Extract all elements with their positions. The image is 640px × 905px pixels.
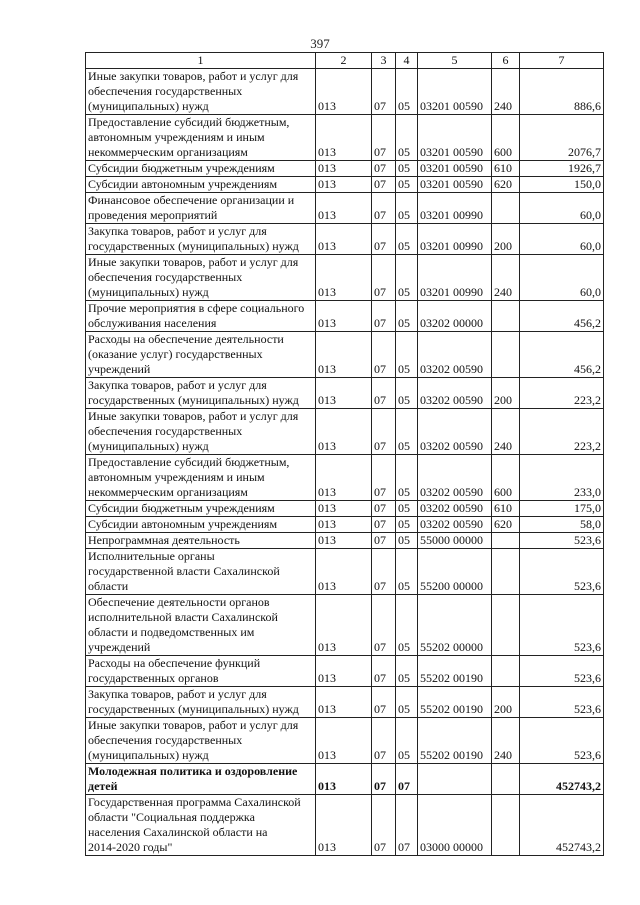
row-section-code: 07 xyxy=(372,409,396,455)
row-amount: 523,6 xyxy=(520,595,604,656)
row-section-code: 07 xyxy=(372,255,396,301)
table-row xyxy=(86,533,604,549)
column-header-target: 5 xyxy=(418,53,492,69)
row-ministry-code: 013 xyxy=(316,795,372,856)
row-expense-type: 620 xyxy=(492,517,520,533)
table-row xyxy=(86,795,604,856)
row-target-code: 55000 00000 xyxy=(418,533,492,549)
row-expense-type xyxy=(492,795,520,856)
row-ministry-code: 013 xyxy=(316,161,372,177)
table-row xyxy=(86,193,604,224)
row-target-code xyxy=(418,764,492,795)
row-expense-type xyxy=(492,301,520,332)
row-section-code: 07 xyxy=(372,549,396,595)
column-header-expense-type: 6 xyxy=(492,53,520,69)
table-row xyxy=(86,115,604,161)
row-target-code: 55202 00190 xyxy=(418,656,492,687)
row-expense-type: 200 xyxy=(492,378,520,409)
row-section-code: 07 xyxy=(372,301,396,332)
row-amount: 150,0 xyxy=(520,177,604,193)
row-subsection-code: 05 xyxy=(396,687,418,718)
table-row xyxy=(86,549,604,595)
row-target-code: 03202 00590 xyxy=(418,378,492,409)
row-expense-type: 610 xyxy=(492,501,520,517)
row-amount: 60,0 xyxy=(520,224,604,255)
row-section-code: 07 xyxy=(372,177,396,193)
row-section-code: 07 xyxy=(372,378,396,409)
row-amount: 175,0 xyxy=(520,501,604,517)
row-subsection-code: 05 xyxy=(396,69,418,115)
row-target-code: 03201 00590 xyxy=(418,115,492,161)
row-expense-type: 240 xyxy=(492,69,520,115)
table-row xyxy=(86,177,604,193)
row-ministry-code: 013 xyxy=(316,332,372,378)
row-amount: 58,0 xyxy=(520,517,604,533)
row-section-code: 07 xyxy=(372,718,396,764)
row-ministry-code: 013 xyxy=(316,224,372,255)
row-subsection-code: 05 xyxy=(396,549,418,595)
row-name: Иные закупки товаров, работ и услуг для обеспечения государственных (муниципальных) нужд xyxy=(86,409,316,455)
row-section-code: 07 xyxy=(372,332,396,378)
row-ministry-code: 013 xyxy=(316,378,372,409)
row-ministry-code: 013 xyxy=(316,549,372,595)
table-row xyxy=(86,764,604,795)
row-amount: 233,0 xyxy=(520,455,604,501)
row-name: Субсидии бюджетным учреждениям xyxy=(86,161,316,177)
row-subsection-code: 05 xyxy=(396,115,418,161)
row-ministry-code: 013 xyxy=(316,69,372,115)
row-target-code: 03202 00590 xyxy=(418,517,492,533)
row-target-code: 55202 00000 xyxy=(418,595,492,656)
table-row xyxy=(86,501,604,517)
row-amount: 223,2 xyxy=(520,378,604,409)
row-ministry-code: 013 xyxy=(316,656,372,687)
row-expense-type: 240 xyxy=(492,718,520,764)
column-header-amount: 7 xyxy=(520,53,604,69)
row-subsection-code: 05 xyxy=(396,718,418,764)
row-expense-type: 610 xyxy=(492,161,520,177)
row-section-code: 07 xyxy=(372,69,396,115)
row-subsection-code: 05 xyxy=(396,656,418,687)
row-expense-type: 620 xyxy=(492,177,520,193)
row-target-code: 03201 00590 xyxy=(418,161,492,177)
row-target-code: 55202 00190 xyxy=(418,687,492,718)
row-subsection-code: 05 xyxy=(396,193,418,224)
row-ministry-code: 013 xyxy=(316,501,372,517)
row-subsection-code: 05 xyxy=(396,161,418,177)
row-expense-type: 240 xyxy=(492,255,520,301)
table-row xyxy=(86,718,604,764)
table-row xyxy=(86,301,604,332)
row-section-code: 07 xyxy=(372,193,396,224)
row-amount: 456,2 xyxy=(520,301,604,332)
table-row xyxy=(86,378,604,409)
row-subsection-code: 05 xyxy=(396,177,418,193)
row-amount: 1926,7 xyxy=(520,161,604,177)
row-name: Закупка товаров, работ и услуг для государственных (муниципальных) нужд xyxy=(86,378,316,409)
row-name: Прочие мероприятия в сфере социального обслуживания населения xyxy=(86,301,316,332)
row-section-code: 07 xyxy=(372,795,396,856)
row-section-code: 07 xyxy=(372,501,396,517)
table-body xyxy=(86,69,604,856)
table-row xyxy=(86,69,604,115)
row-target-code: 55200 00000 xyxy=(418,549,492,595)
row-amount: 523,6 xyxy=(520,687,604,718)
row-subsection-code: 05 xyxy=(396,455,418,501)
row-ministry-code: 013 xyxy=(316,718,372,764)
row-subsection-code: 05 xyxy=(396,224,418,255)
row-expense-type: 240 xyxy=(492,409,520,455)
row-section-code: 07 xyxy=(372,656,396,687)
row-name: Субсидии автономным учреждениям xyxy=(86,177,316,193)
row-name: Закупка товаров, работ и услуг для государственных (муниципальных) нужд xyxy=(86,224,316,255)
row-section-code: 07 xyxy=(372,517,396,533)
table-row xyxy=(86,656,604,687)
row-target-code: 03201 00990 xyxy=(418,255,492,301)
row-expense-type xyxy=(492,533,520,549)
budget-table xyxy=(85,52,604,856)
row-subsection-code: 05 xyxy=(396,533,418,549)
row-ministry-code: 013 xyxy=(316,255,372,301)
row-name: Непрограммная деятельность xyxy=(86,533,316,549)
column-header-ministry: 2 xyxy=(316,53,372,69)
row-target-code: 55202 00190 xyxy=(418,718,492,764)
table-row xyxy=(86,595,604,656)
row-ministry-code: 013 xyxy=(316,455,372,501)
row-amount: 60,0 xyxy=(520,193,604,224)
row-ministry-code: 013 xyxy=(316,764,372,795)
table-row xyxy=(86,455,604,501)
column-header-section: 3 xyxy=(372,53,396,69)
row-target-code: 03201 00990 xyxy=(418,193,492,224)
row-amount: 452743,2 xyxy=(520,764,604,795)
row-target-code: 03202 00590 xyxy=(418,409,492,455)
row-ministry-code: 013 xyxy=(316,533,372,549)
row-ministry-code: 013 xyxy=(316,301,372,332)
row-amount: 2076,7 xyxy=(520,115,604,161)
row-subsection-code: 05 xyxy=(396,517,418,533)
column-header-subsection: 4 xyxy=(396,53,418,69)
row-section-code: 07 xyxy=(372,455,396,501)
row-ministry-code: 013 xyxy=(316,595,372,656)
row-subsection-code: 05 xyxy=(396,301,418,332)
row-subsection-code: 05 xyxy=(396,595,418,656)
row-section-code: 07 xyxy=(372,687,396,718)
row-ministry-code: 013 xyxy=(316,517,372,533)
row-section-code: 07 xyxy=(372,764,396,795)
table-header-row xyxy=(86,53,604,69)
row-name: Иные закупки товаров, работ и услуг для обеспечения государственных (муниципальных) нужд xyxy=(86,255,316,301)
row-target-code: 03000 00000 xyxy=(418,795,492,856)
row-ministry-code: 013 xyxy=(316,687,372,718)
table-row xyxy=(86,255,604,301)
row-name: Расходы на обеспечение функций государственных органов xyxy=(86,656,316,687)
row-amount: 523,6 xyxy=(520,656,604,687)
row-section-code: 07 xyxy=(372,533,396,549)
row-amount: 523,6 xyxy=(520,549,604,595)
row-subsection-code: 05 xyxy=(396,409,418,455)
row-name: Государственная программа Сахалинской области "Социальная поддержка населения Сахалинской области на 2014-2020 годы" xyxy=(86,795,316,856)
row-name: Молодежная политика и оздоровление детей xyxy=(86,764,316,795)
row-name: Иные закупки товаров, работ и услуг для обеспечения государственных (муниципальных) нужд xyxy=(86,718,316,764)
row-expense-type xyxy=(492,549,520,595)
row-name: Субсидии бюджетным учреждениям xyxy=(86,501,316,517)
table-row xyxy=(86,409,604,455)
row-subsection-code: 07 xyxy=(396,795,418,856)
row-name: Обеспечение деятельности органов исполнительной власти Сахалинской области и подведомственных им учреждений xyxy=(86,595,316,656)
row-subsection-code: 05 xyxy=(396,332,418,378)
row-name: Финансовое обеспечение организации и проведения мероприятий xyxy=(86,193,316,224)
row-amount: 452743,2 xyxy=(520,795,604,856)
row-amount: 523,6 xyxy=(520,718,604,764)
table-row xyxy=(86,161,604,177)
row-section-code: 07 xyxy=(372,115,396,161)
row-section-code: 07 xyxy=(372,595,396,656)
row-amount: 60,0 xyxy=(520,255,604,301)
row-target-code: 03202 00590 xyxy=(418,501,492,517)
table-row xyxy=(86,224,604,255)
row-expense-type: 200 xyxy=(492,687,520,718)
row-target-code: 03201 00590 xyxy=(418,69,492,115)
row-ministry-code: 013 xyxy=(316,193,372,224)
row-subsection-code: 05 xyxy=(396,501,418,517)
row-amount: 886,6 xyxy=(520,69,604,115)
row-target-code: 03201 00590 xyxy=(418,177,492,193)
row-name: Предоставление субсидий бюджетным, автономным учреждениям и иным некоммерческим организациям xyxy=(86,115,316,161)
table-row xyxy=(86,332,604,378)
row-name: Закупка товаров, работ и услуг для государственных (муниципальных) нужд xyxy=(86,687,316,718)
row-name: Расходы на обеспечение деятельности (оказание услуг) государственных учреждений xyxy=(86,332,316,378)
row-expense-type: 600 xyxy=(492,455,520,501)
row-ministry-code: 013 xyxy=(316,409,372,455)
column-header-name: 1 xyxy=(86,53,316,69)
row-expense-type xyxy=(492,656,520,687)
row-expense-type xyxy=(492,764,520,795)
row-name: Исполнительные органы государственной власти Сахалинской области xyxy=(86,549,316,595)
row-expense-type: 600 xyxy=(492,115,520,161)
row-subsection-code: 07 xyxy=(396,764,418,795)
row-target-code: 03202 00590 xyxy=(418,332,492,378)
row-expense-type: 200 xyxy=(492,224,520,255)
row-target-code: 03202 00590 xyxy=(418,455,492,501)
row-subsection-code: 05 xyxy=(396,255,418,301)
row-name: Предоставление субсидий бюджетным, автономным учреждениям и иным некоммерческим организациям xyxy=(86,455,316,501)
row-name: Иные закупки товаров, работ и услуг для обеспечения государственных (муниципальных) нужд xyxy=(86,69,316,115)
row-amount: 523,6 xyxy=(520,533,604,549)
table-row xyxy=(86,687,604,718)
page-number: 397 xyxy=(310,36,330,51)
row-amount: 223,2 xyxy=(520,409,604,455)
row-section-code: 07 xyxy=(372,161,396,177)
row-expense-type xyxy=(492,193,520,224)
table-row xyxy=(86,517,604,533)
row-name: Субсидии автономным учреждениям xyxy=(86,517,316,533)
row-amount: 456,2 xyxy=(520,332,604,378)
row-subsection-code: 05 xyxy=(396,378,418,409)
row-ministry-code: 013 xyxy=(316,115,372,161)
row-target-code: 03202 00000 xyxy=(418,301,492,332)
row-section-code: 07 xyxy=(372,224,396,255)
row-ministry-code: 013 xyxy=(316,177,372,193)
row-expense-type xyxy=(492,595,520,656)
row-expense-type xyxy=(492,332,520,378)
row-target-code: 03201 00990 xyxy=(418,224,492,255)
